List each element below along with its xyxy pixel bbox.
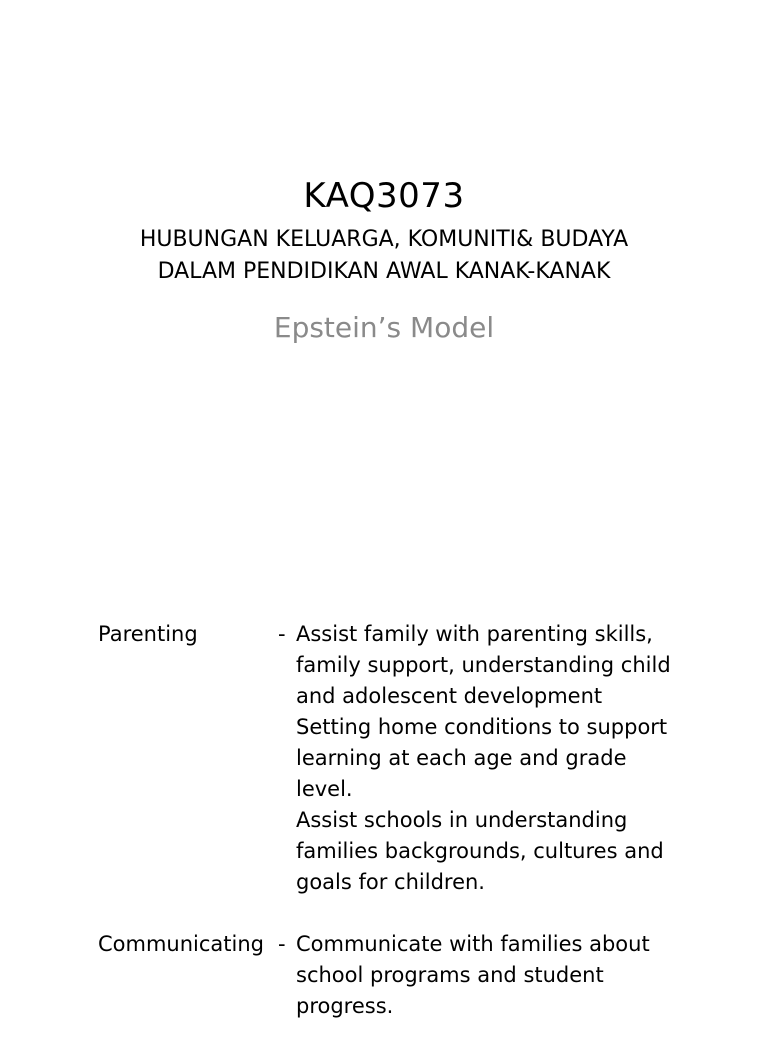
description-line: Assist schools in understanding [296, 808, 628, 832]
description-line: goals for children. [296, 870, 485, 894]
item-term: Parenting [98, 622, 198, 646]
definition-item-parenting [98, 619, 738, 898]
description-line: progress. [296, 994, 394, 1018]
item-term: Communicating [98, 932, 265, 956]
description-line: learning at each age and grade [296, 746, 627, 770]
definition-list [98, 619, 738, 1053]
description-line: family support, understanding child [296, 653, 671, 677]
item-description [296, 619, 676, 898]
item-dash: - [278, 932, 286, 956]
subtitle: Epstein’s Model [273, 311, 495, 344]
description-line: school programs and student [296, 963, 604, 987]
item-dash: - [278, 622, 286, 646]
description-line: Setting home conditions to support [296, 715, 668, 739]
description-line: families backgrounds, cultures and [296, 839, 664, 863]
description-line: Assist family with parenting skills, [296, 622, 653, 646]
course-name-line-1: HUBUNGAN KELUARGA, KOMUNITI& BUDAYA [139, 227, 629, 252]
title-block [0, 170, 768, 348]
course-name [0, 224, 768, 288]
description-line: Communicate with families about [296, 932, 650, 956]
course-name-line-2: DALAM PENDIDIKAN AWAL KANAK-KANAK [157, 259, 611, 284]
item-description [296, 929, 676, 1022]
description-line: level. [296, 777, 353, 801]
description-line: and adolescent development [296, 684, 603, 708]
course-code: KAQ3073 [303, 176, 465, 216]
definition-item-communicating [98, 929, 738, 1022]
